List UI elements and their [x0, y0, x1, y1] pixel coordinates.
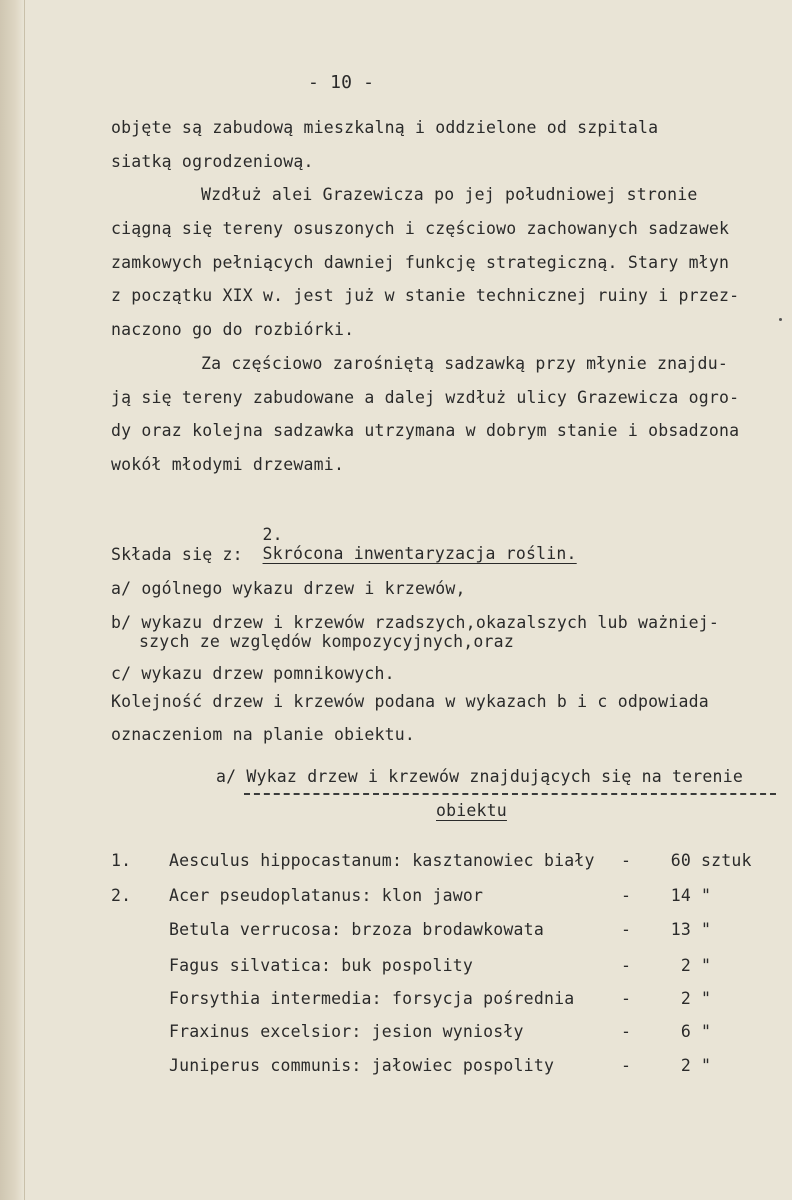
section-title: Skrócona inwentaryzacja roślin. [262, 544, 577, 563]
species-quantity: 13 [670, 920, 691, 939]
species-name: Juniperus communis: jałowiec pospolity [169, 1056, 555, 1075]
species-quantity: 60 [670, 851, 691, 870]
species-name: Forsythia intermedia: forsycja pośrednia [169, 989, 575, 1008]
paragraph-line: zamkowych pełniących dawniej funkcję strategiczną. Stary młyn [111, 253, 730, 272]
species-quantity: 2 [680, 956, 691, 975]
page-number: - 10 - [308, 72, 375, 93]
species-quantity: 2 [680, 1056, 691, 1075]
row-dash: - [621, 851, 632, 870]
row-dash: - [621, 989, 632, 1008]
paragraph-line: wokół młodymi drzewami. [111, 455, 345, 474]
list-item: c/ wykazu drzew pomnikowych. [111, 664, 395, 683]
section-heading [222, 506, 577, 582]
quantity-unit: " [701, 956, 712, 975]
quantity-unit: " [701, 1022, 712, 1041]
quantity-unit: " [701, 886, 712, 905]
quantity-unit: " [701, 1056, 712, 1075]
paragraph-line: siatką ogrodzeniową. [111, 152, 314, 171]
subsection-title: a/ Wykaz drzew i krzewów znajdujących się na terenie [216, 767, 743, 786]
row-number: 1. [111, 851, 132, 870]
species-quantity: 6 [680, 1022, 691, 1041]
page-binding-edge [0, 0, 24, 1200]
species-name: Fraxinus excelsior: jesion wyniosły [169, 1022, 524, 1041]
paragraph-line: naczono go do rozbiórki. [111, 320, 355, 339]
note-line: Kolejność drzew i krzewów podana w wykazach b i c odpowiada [111, 692, 709, 711]
paragraph-line: z początku XIX w. jest już w stanie technicznej ruiny i przez- [111, 286, 740, 305]
species-quantity: 2 [680, 989, 691, 1008]
species-name: Aesculus hippocastanum: kasztanowiec biały [169, 851, 595, 870]
row-dash: - [621, 920, 632, 939]
paragraph-line: ją się tereny zabudowane a dalej wzdłuż ulicy Grazewicza ogro- [111, 388, 740, 407]
subsection-title-continued: obiektu [436, 801, 507, 820]
quantity-unit: " [701, 989, 712, 1008]
paragraph-line: Za częściowo zarośniętą sadzawką przy młynie znajdu- [201, 354, 728, 373]
note-line: oznaczeniom na planie obiektu. [111, 725, 416, 744]
row-dash: - [621, 886, 632, 905]
paragraph-line: objęte są zabudową mieszkalną i oddzielone od szpitala [111, 118, 659, 137]
paragraph-line: Wzdłuż alei Grazewicza po jej południowej stronie [201, 185, 698, 204]
species-name: Betula verrucosa: brzoza brodawkowata [169, 920, 544, 939]
row-dash: - [621, 1022, 632, 1041]
quantity-unit: " [701, 920, 712, 939]
ink-speck [779, 318, 782, 321]
paragraph-line: ciągną się tereny osuszonych i częściowo zachowanych sadzawek [111, 219, 730, 238]
paragraph-line: dy oraz kolejna sadzawka utrzymana w dobrym stanie i obsadzona [111, 421, 740, 440]
species-name: Acer pseudoplatanus: klon jawor [169, 886, 484, 905]
row-dash: - [621, 956, 632, 975]
quantity-unit: sztuk [701, 851, 752, 870]
list-item-continuation: szych ze względów kompozycyjnych,oraz [139, 632, 514, 651]
row-dash: - [621, 1056, 632, 1075]
species-name: Fagus silvatica: buk pospolity [169, 956, 474, 975]
list-item: b/ wykazu drzew i krzewów rzadszych,okazalszych lub ważniej- [111, 613, 720, 632]
intro-text: Składa się z: [111, 545, 243, 564]
section-number: 2. [262, 525, 283, 544]
dashed-underline [244, 793, 776, 795]
document-page [25, 0, 792, 1200]
row-number: 2. [111, 886, 132, 905]
list-item: a/ ogólnego wykazu drzew i krzewów, [111, 579, 466, 598]
species-quantity: 14 [670, 886, 691, 905]
